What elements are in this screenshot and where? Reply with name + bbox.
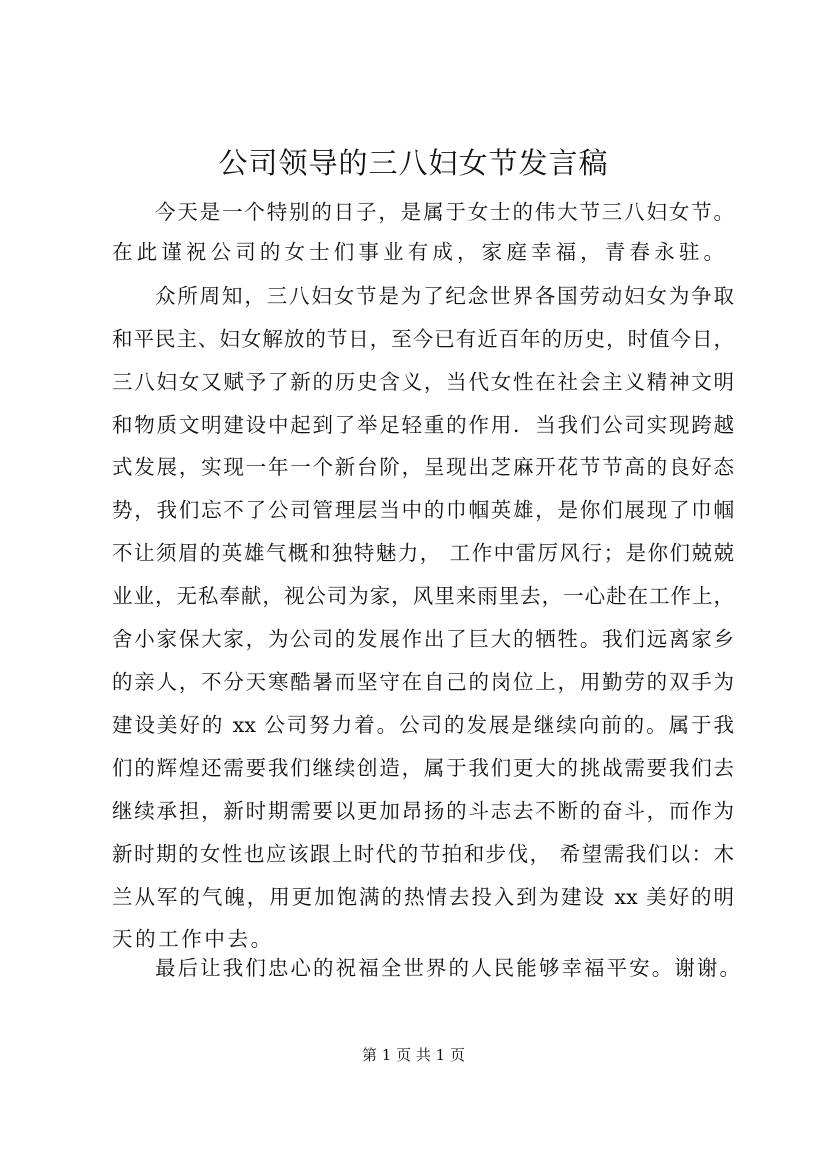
paragraph-2-line-10: 的亲人，不分天寒酷暑而坚守在自己的岗位上，用勤劳的双手为 bbox=[112, 670, 734, 694]
paragraph-2-line-9: 舍小家保大家，为公司的发展作出了巨大的牺牲。我们远离家乡 bbox=[112, 627, 734, 651]
paragraph-2-line-6: 势，我们忘不了公司管理层当中的巾帼英雄，是你们展现了巾帼 bbox=[112, 498, 734, 522]
paragraph-2-line-13: 继续承担，新时期需要以更加昂扬的斗志去不断的奋斗，而作为 bbox=[112, 799, 734, 823]
page-footer: 第 1 页 共 1 页 bbox=[362, 1046, 465, 1064]
paragraph-2-line-4: 和物质文明建设中起到了举足轻重的作用．当我们公司实现跨越 bbox=[112, 413, 734, 437]
paragraph-2-line-1: 众所周知，三八妇女节是为了纪念世界各国劳动妇女为争取 bbox=[155, 284, 734, 308]
paragraph-1-line-2: 在此谨祝公司的女士们事业有成，家庭幸福，青春永驻。 bbox=[112, 240, 724, 264]
paragraph-2-line-15: 兰从军的气魄，用更加饱满的热情去投入到为建设 xx 美好的明 bbox=[112, 885, 734, 909]
paragraph-2-line-12: 们的辉煌还需要我们继续创造，属于我们更大的挑战需要我们去 bbox=[112, 756, 734, 780]
document-title: 公司领导的三八妇女节发言稿 bbox=[218, 146, 609, 180]
paragraph-2-line-2: 和平民主、妇女解放的节日，至今已有近百年的历史，时值今日， bbox=[112, 327, 734, 351]
paragraph-1-line-1: 今天是一个特别的日子，是属于女士的伟大节三八妇女节。 bbox=[155, 200, 734, 224]
paragraph-2-line-14: 新时期的女性也应该跟上时代的节拍和步伐， 希望需我们以：木 bbox=[112, 842, 734, 866]
paragraph-2-line-8: 业业，无私奉献，视公司为家，风里来雨里去，一心赴在工作上， bbox=[112, 584, 734, 608]
paragraph-2-line-7: 不让须眉的英雄气概和独特魅力， 工作中雷厉风行；是你们兢兢 bbox=[112, 541, 734, 565]
paragraph-2-line-16: 天的工作中去。 bbox=[112, 927, 274, 951]
paragraph-2-line-11: 建设美好的 xx 公司努力着。公司的发展是继续向前的。属于我 bbox=[112, 713, 734, 737]
paragraph-3-line-1: 最后让我们忠心的祝福全世界的人民能够幸福平安。谢谢。 bbox=[155, 956, 740, 980]
paragraph-2-line-5: 式发展，实现一年一个新台阶，呈现出芝麻开花节节高的良好态 bbox=[112, 455, 734, 479]
paragraph-2-line-3: 三八妇女又赋予了新的历史含义，当代女性在社会主义精神文明 bbox=[112, 370, 734, 394]
